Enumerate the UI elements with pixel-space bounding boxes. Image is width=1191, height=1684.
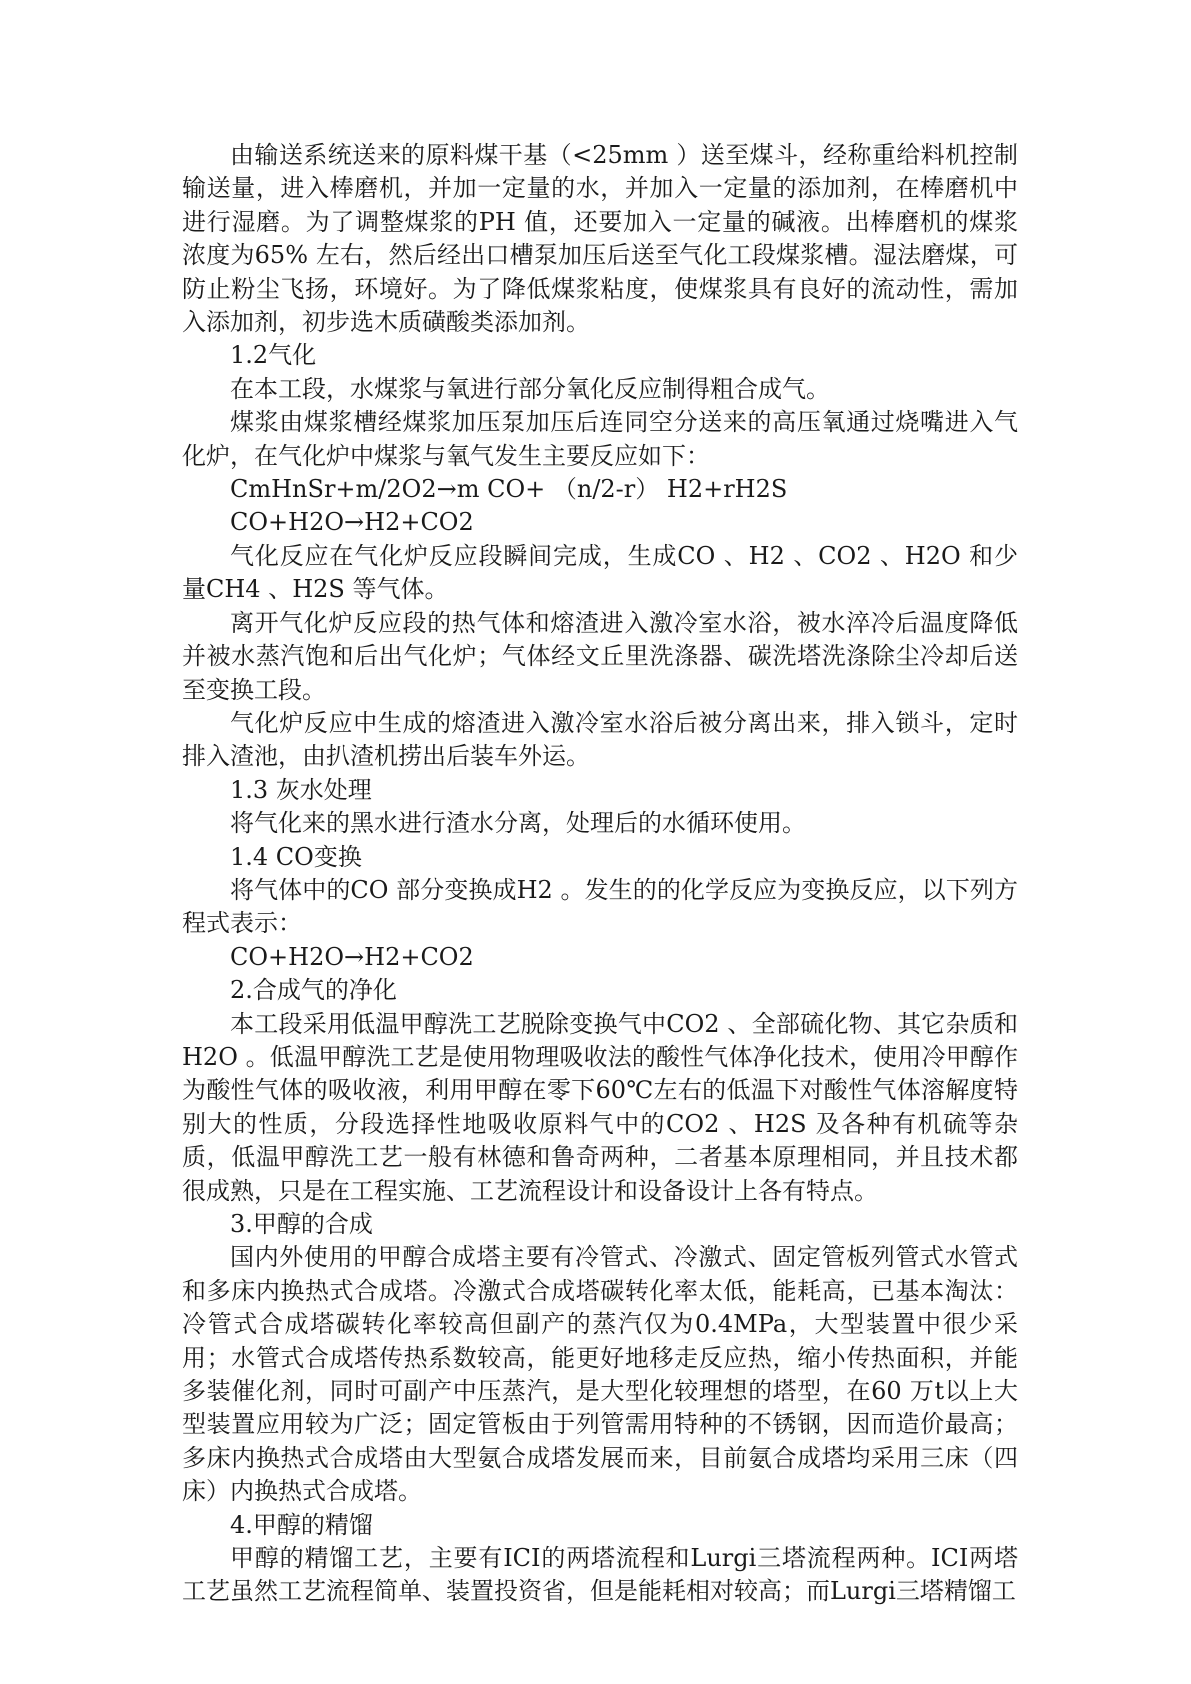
paragraph-synthesis-reactors: 国内外使用的甲醇合成塔主要有冷管式、冷激式、固定管板列管式水管式和多床内换热式合成塔。冷激式合成塔碳转化率太低，能耗高，已基本淘汰：冷管式合成塔碳转化率较高但副产的蒸汽仅为0.4MPa，大型装置中很少采用；水管式合成塔传热系数较高，能更好地移走反应热，缩小传热面积，并能多装催化剂，同时可副产中压蒸汽，是大型化较理想的塔型，在60 万t以上大型装置应用较为广泛；固定管板由于列管需用特种的不锈钢，因而造价最高；多床内换热式合成塔由大型氨合成塔发展而来，目前氨合成塔均采用三床（四床）内换热式合成塔。 (182, 1243, 1018, 1506)
equation-partial-oxidation: CmHnSr+m/2O2→m CO+ （n/2-r） H2+rH2S (230, 475, 788, 504)
document-body (182, 139, 1018, 1609)
heading-methanol-distillation: 4.甲醇的精馏 (230, 1510, 373, 1539)
paragraph-gasification-products: 气化反应在气化炉反应段瞬间完成，生成CO 、H2 、CO2 、H2O 和少量CH4 、H2S 等气体。 (182, 541, 1018, 604)
paragraph-quench-chamber: 离开气化炉反应段的热气体和熔渣进入激冷室水浴，被水淬冷后温度降低并被水蒸汽饱和后出气化炉；气体经文丘里洗涤器、碳洗塔洗涤除尘冷却后送至变换工段。 (182, 608, 1018, 704)
equation-shift-reaction: CO+H2O→H2+CO2 (230, 508, 474, 537)
heading-gas-purification: 2.合成气的净化 (230, 976, 397, 1005)
heading-co-shift: 1.4 CO变换 (230, 842, 362, 871)
paragraph-rectisol: 本工段采用低温甲醇洗工艺脱除变换气中CO2 、全部硫化物、其它杂质和H2O 。低温甲醇洗工艺是使用物理吸收法的酸性气体净化技术，使用冷甲醇作为酸性气体的吸收液，利用甲醇在零下60℃左右的低温下对酸性气体溶解度特别大的性质，分段选择性地吸收原料气中的CO2 、H2S 及各种有机硫等杂质，低温甲醇洗工艺一般有林德和鲁奇两种，二者基本原理相同，并且技术都很成熟，只是在工程实施、工艺流程设计和设备设计上各有特点。 (182, 1009, 1018, 1205)
equation-co-shift: CO+H2O→H2+CO2 (230, 942, 474, 971)
heading-gasification: 1.2气化 (230, 341, 317, 370)
paragraph-gasification-intro: 在本工段，水煤浆与氧进行部分氧化反应制得粗合成气。 (230, 374, 830, 403)
paragraph-gasification-process: 煤浆由煤浆槽经煤浆加压泵加压后连同空分送来的高压氧通过烧嘴进入气化炉，在气化炉中煤浆与氧气发生主要反应如下： (182, 408, 1018, 470)
paragraph-slag-removal: 气化炉反应中生成的熔渣进入激冷室水浴后被分离出来，排入锁斗，定时排入渣池，由扒渣机捞出后装车外运。 (182, 708, 1018, 771)
heading-grey-water: 1.3 灰水处理 (230, 775, 372, 804)
paragraph-co-shift: 将气体中的CO 部分变换成H2 。发生的的化学反应为变换反应，以下列方程式表示： (182, 875, 1018, 938)
paragraph-coal-slurry-prep: 由输送系统送来的原料煤干基（<25mm ）送至煤斗，经称重给料机控制输送量，进入棒磨机，并加一定量的水，并加入一定量的添加剂，在棒磨机中进行湿磨。为了调整煤浆的PH 值，还要加入一定量的碱液。出棒磨机的煤浆浓度为65% 左右，然后经出口槽泵加压后送至气化工段煤浆槽。湿法磨煤，可防止粉尘飞扬，环境好。为了降低煤浆粘度，使煤浆具有良好的流动性，需加入添加剂，初步选木质磺酸类添加剂。 (182, 141, 1018, 337)
heading-methanol-synthesis: 3.甲醇的合成 (230, 1210, 373, 1238)
paragraph-grey-water: 将气化来的黑水进行渣水分离，处理后的水循环使用。 (230, 809, 806, 838)
paragraph-distillation: 甲醇的精馏工艺，主要有ICI的两塔流程和Lurgi三塔流程两种。ICI两塔工艺虽然工艺流程简单、装置投资省，但是能耗相对较高；而Lurgi三塔精馏工 (182, 1544, 1018, 1606)
